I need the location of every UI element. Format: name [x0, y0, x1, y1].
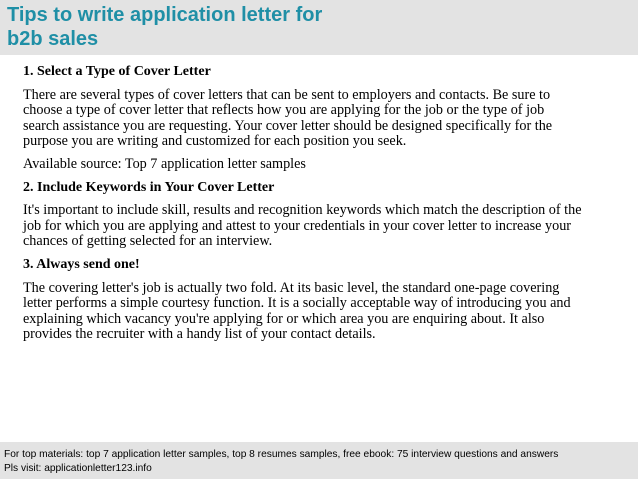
page-title-line-2: b2b sales: [7, 28, 99, 50]
paragraph-line: The covering letter's job is actually two fold. At its basic level, the standard one-page covering: [23, 279, 560, 296]
paragraph-line: choose a type of cover letter that reflects how you are applying for the job or the type of job: [23, 102, 545, 119]
paragraph-line: search assistance you are requesting. Your cover letter should be designed specifically for the: [23, 117, 553, 134]
section-3-paragraph: [23, 281, 623, 343]
paragraph-line: purpose you are writing and customized for each position you seek.: [23, 133, 407, 150]
paragraph-line: chances of getting selected for an interview.: [23, 233, 273, 250]
paragraph-line: There are several types of cover letters that can be sent to employers and contacts. Be sure to: [23, 86, 551, 103]
section-2-heading: 2. Include Keywords in Your Cover Letter: [23, 179, 275, 195]
section-1-source: Available source: Top 7 application letter samples: [23, 155, 306, 172]
page-title-line-1: Tips to write application letter for: [7, 4, 323, 26]
footer-banner: [0, 442, 638, 479]
footer-line-1: For top materials: top 7 application letter samples, top 8 resumes samples, free ebook: 75 interview questions and answers: [4, 449, 559, 460]
section-1-heading: 1. Select a Type of Cover Letter: [23, 64, 211, 79]
section-3-heading: 3. Always send one!: [23, 256, 140, 272]
section-2-paragraph: [23, 203, 623, 250]
paragraph-line: It's important to include skill, results and recognition keywords which match the description of the: [23, 202, 582, 219]
paragraph-line: letter performs a simple courtesy function. It is a socially acceptable way of introducing you and: [23, 295, 571, 312]
footer-line-2: Pls visit: applicationletter123.info: [4, 463, 152, 474]
paragraph-line: provides the recruiter with a handy list of your contact details.: [23, 326, 376, 343]
paragraph-line: explaining which vacancy you're applying for or which area you are enquiring about. It also: [23, 310, 545, 327]
title-banner: [0, 0, 638, 55]
article-body: [23, 64, 623, 350]
paragraph-line: job for which you are applying and attest to your credentials in your cover letter to increase your: [23, 217, 572, 234]
section-1-paragraph: [23, 88, 623, 150]
